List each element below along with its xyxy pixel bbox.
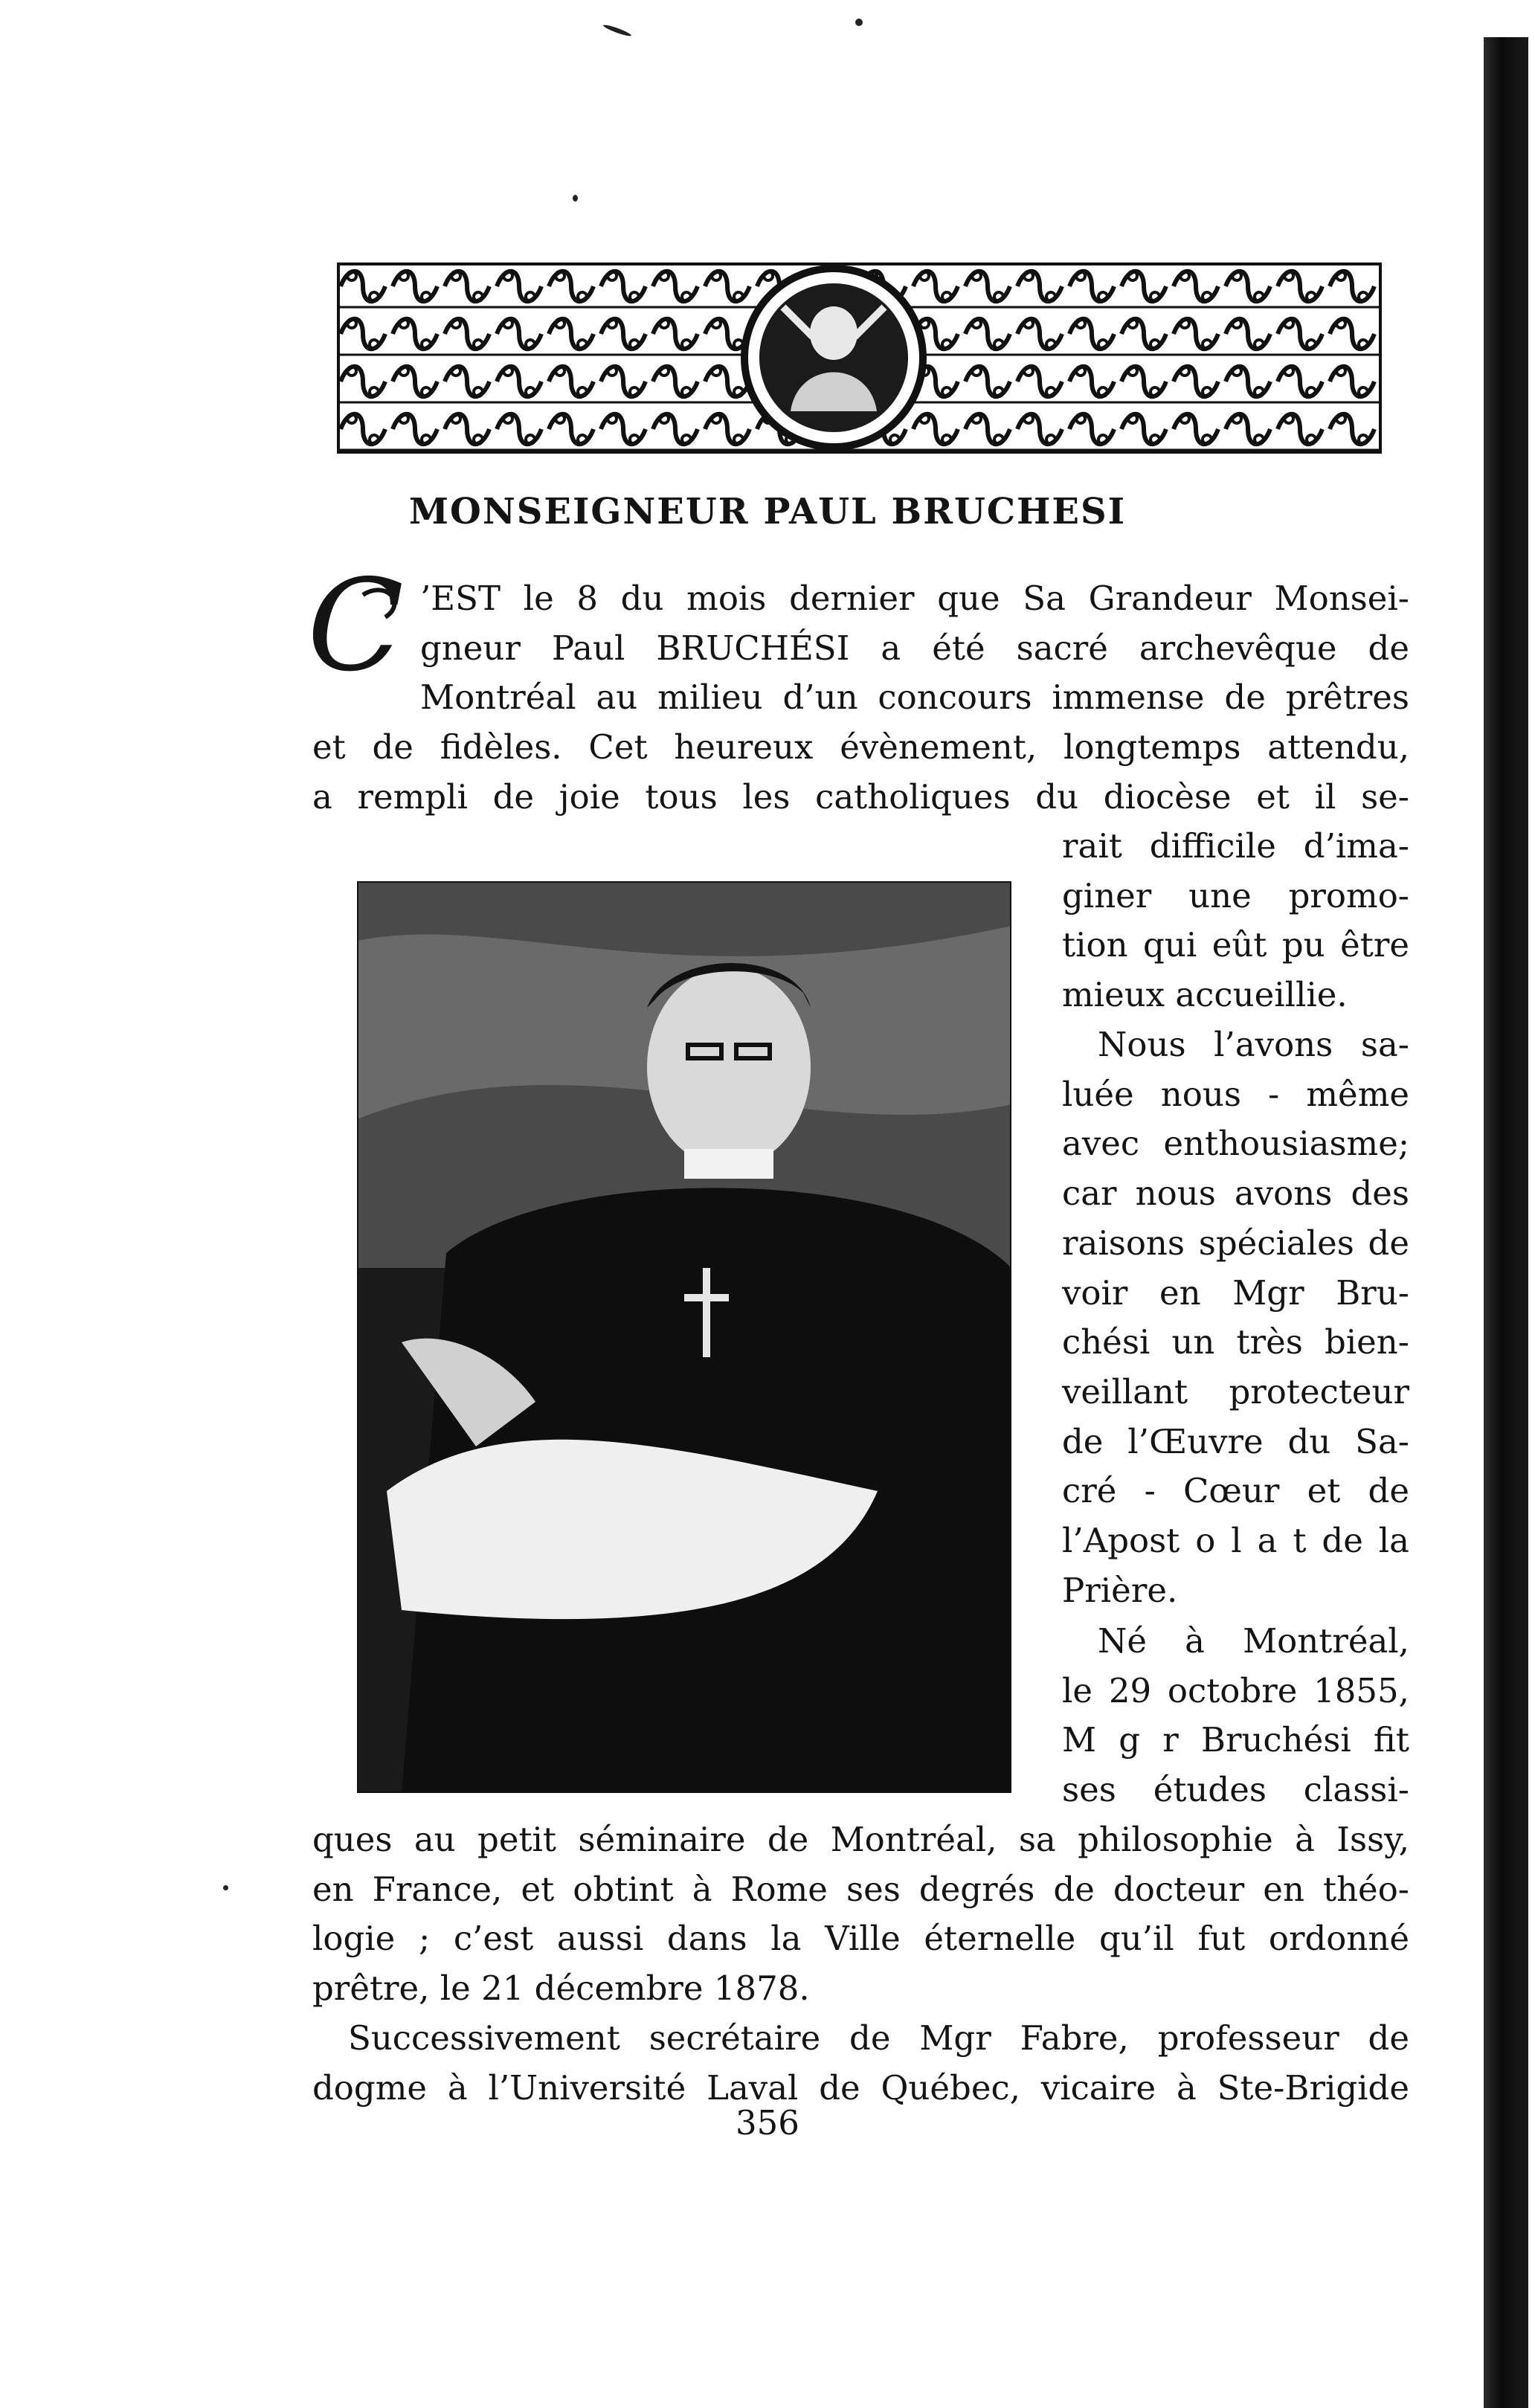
text-line: cré - Cœur et de — [1062, 1471, 1409, 1511]
page-number: 356 — [736, 2103, 799, 2143]
paragraph-intro-wrap — [1062, 822, 1409, 1020]
text-line: raisons spéciales de — [1062, 1223, 1409, 1263]
text-line: Montréal au milieu d’un concours immense de prêtres — [420, 677, 1409, 718]
text-line: tion qui eût pu être — [1062, 925, 1409, 965]
text-line: logie ; c’est aussi dans la Ville éternelle qu’il fut ordonné — [312, 1919, 1409, 1959]
text-line: Nous l’avons sa- — [1098, 1025, 1409, 1064]
text-line: gneur Paul BRUCHÉSI a été sacré archevêque de — [420, 628, 1409, 668]
text-line: ques au petit séminaire de Montréal, sa philosophie à Issy, — [312, 1820, 1409, 1859]
text-line: de l’Œuvre du Sa- — [1062, 1421, 1409, 1461]
speck — [223, 1885, 228, 1890]
ornamental-header-band — [337, 263, 1382, 454]
article-title: MONSEIGNEUR PAUL BRUCHESI — [408, 491, 1127, 532]
text-line: Né à Montréal, — [1098, 1621, 1409, 1661]
text-line: prêtre, le 21 décembre 1878. — [312, 1968, 810, 2009]
text-line: M g r Bruchési fit — [1062, 1720, 1409, 1760]
paragraph-third-wrap — [1062, 1617, 1409, 1815]
text-line: Successivement secrétaire de Mgr Fabre, professeur de — [348, 2018, 1409, 2058]
paragraph-intro-continued — [312, 723, 1409, 822]
svg-text:C: C — [307, 565, 405, 684]
text-line: l’Apost o l a t de la — [1062, 1521, 1409, 1561]
paragraph-fourth — [312, 2014, 1409, 2113]
text-line: en France, et obtint à Rome ses degrés de docteur en théo- — [312, 1869, 1409, 1909]
text-line: chési un très bien- — [1062, 1322, 1409, 1362]
paragraph-intro — [420, 574, 1409, 723]
text-line: avec enthousiasme; — [1062, 1124, 1409, 1164]
text-line: rait difficile d’ima- — [1062, 826, 1409, 866]
text-line: a rempli de joie tous les catholiques du diocèse et il se- — [312, 776, 1409, 817]
speck — [602, 23, 632, 37]
text-line: le 29 octobre 1855, — [1062, 1670, 1409, 1710]
text-line: ’EST le 8 du mois dernier que Sa Grandeur Monsei- — [420, 579, 1409, 618]
text-line: ses études classi- — [1062, 1770, 1409, 1810]
text-line: dogme à l’Université Laval de Québec, vicaire à Ste-Brigide — [312, 2067, 1409, 2108]
text-line: luée nous - même — [1062, 1074, 1409, 1114]
drop-cap-letter — [303, 565, 415, 684]
text-line: et de fidèles. Cet heureux évènement, longtemps attendu, — [312, 727, 1409, 767]
speck — [855, 19, 863, 26]
text-line: giner une promo- — [1062, 875, 1409, 915]
text-line: mieux accueillie. — [1062, 975, 1348, 1015]
paragraph-second — [1062, 1020, 1409, 1615]
speck — [573, 195, 578, 202]
text-line: voir en Mgr Bru- — [1062, 1272, 1409, 1313]
text-line: veillant protecteur — [1062, 1371, 1409, 1411]
text-line: Prière. — [1062, 1570, 1178, 1610]
portrait-photo — [357, 881, 1011, 1793]
text-line: car nous avons des — [1062, 1174, 1409, 1214]
book-spine-shadow — [1484, 37, 1528, 2408]
paragraph-third-continued — [312, 1815, 1409, 2014]
